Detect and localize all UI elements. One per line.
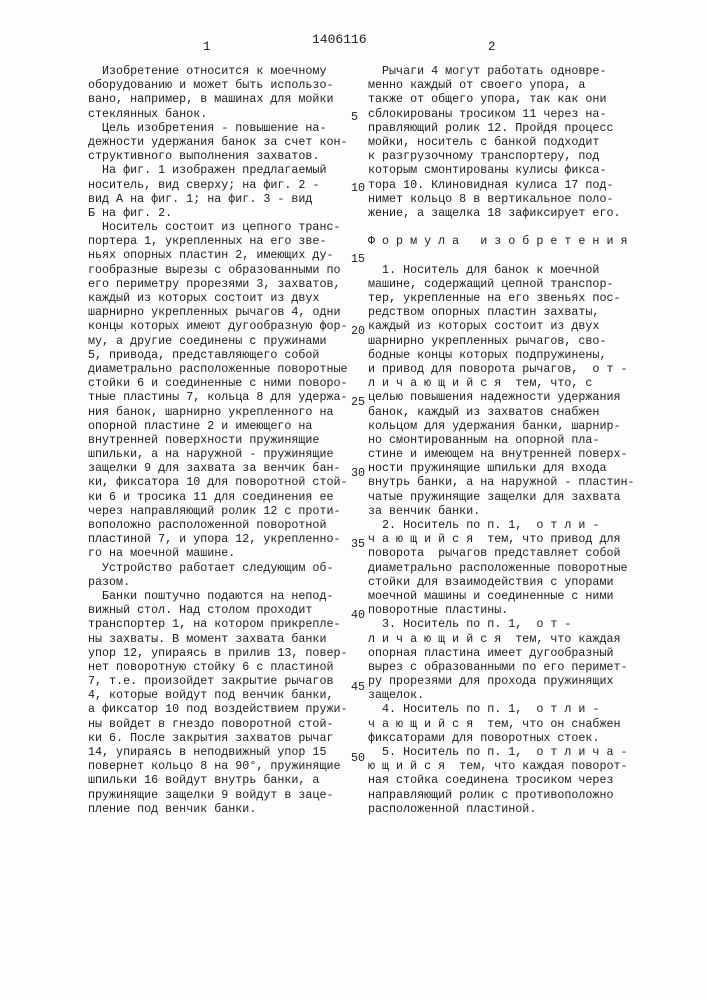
left-text-line: ки, фиксатора 10 для поворотной стой- bbox=[88, 475, 348, 489]
right-text-line: которым смонтированы кулисы фикса- bbox=[368, 163, 635, 177]
right-text-line: чатые пружинящие защелки для захвата bbox=[368, 490, 635, 504]
right-text-line: Рычаги 4 могут работать одновре- bbox=[368, 64, 635, 78]
right-text-line: направляющий ролик с противоположно bbox=[368, 788, 635, 802]
line-number-marker: 10 bbox=[351, 181, 365, 195]
right-text-line: но смонтированным на опорной пла- bbox=[368, 433, 635, 447]
right-text-line: фиксаторами для поворотных стоек. bbox=[368, 731, 635, 745]
left-text-line: 14, упираясь в неподвижный упор 15 bbox=[88, 745, 348, 759]
right-text-line: 4. Носитель по п. 1, о т л и - bbox=[368, 702, 635, 716]
line-number-marker: 20 bbox=[351, 324, 365, 338]
right-text-line: к разгрузочному транспортеру, под bbox=[368, 149, 635, 163]
line-number-marker: 25 bbox=[351, 395, 365, 409]
left-text-line: шпильки 16 войдут внутрь банки, а bbox=[88, 773, 348, 787]
right-text-line: 3. Носитель по п. 1, о т - bbox=[368, 617, 635, 631]
left-text-line: пружинящие защелки 9 войдут в заце- bbox=[88, 788, 348, 802]
right-text-line: поворотные пластины. bbox=[368, 603, 635, 617]
right-text-line: бодные концы которых подпружинены, bbox=[368, 348, 635, 362]
right-text-line: стине и имеющем на внутренней поверх- bbox=[368, 447, 635, 461]
left-text-line: Б на фиг. 2. bbox=[88, 206, 348, 220]
right-text-line: внутрь банки, а на наружной - пластин- bbox=[368, 475, 635, 489]
right-text-line: л и ч а ю щ и й с я тем, что каждая bbox=[368, 632, 635, 646]
right-text-line: за венчик банки. bbox=[368, 504, 635, 518]
right-text-line: защелок. bbox=[368, 688, 635, 702]
left-text-line: Устройство работает следующим об- bbox=[88, 561, 348, 575]
right-text-line: также от общего упора, так как они bbox=[368, 92, 635, 106]
left-text-line: му, а другие соединены с пружинами bbox=[88, 334, 348, 348]
left-text-line: ния банок, шарнирно укрепленного на bbox=[88, 405, 348, 419]
right-text-line: тора 10. Клиновидная кулиса 17 под- bbox=[368, 178, 635, 192]
left-text-line: Изобретение относится к моечному bbox=[88, 64, 348, 78]
left-text-line: разом. bbox=[88, 575, 348, 589]
left-text-line: ньях опорных пластин 2, имеющих ду- bbox=[88, 248, 348, 262]
left-text-line: пление под венчик банки. bbox=[88, 802, 348, 816]
right-text-line: расположенной пластиной. bbox=[368, 802, 635, 816]
left-text-line: 4, которые войдут под венчик банки, bbox=[88, 688, 348, 702]
right-text-line: шарнирно укрепленных рычагов, сво- bbox=[368, 334, 635, 348]
left-text-line: внутренней поверхности пружинящие bbox=[88, 433, 348, 447]
line-number-marker: 45 bbox=[351, 680, 365, 694]
right-text-line: поворота рычагов представляет собой bbox=[368, 546, 635, 560]
right-text-line: мойки, носитель с банкой подходит bbox=[368, 135, 635, 149]
right-text-line: ная стойка соединена тросиком через bbox=[368, 773, 635, 787]
right-column-text bbox=[368, 64, 635, 816]
right-text-line: менно каждый от своего упора, а bbox=[368, 78, 635, 92]
right-text-line: ру прорезями для прохода пружинящих bbox=[368, 674, 635, 688]
left-text-line: повернет кольцо 8 на 90°, пружинящие bbox=[88, 759, 348, 773]
left-text-line: пластиной 7, и упора 12, укрепленно- bbox=[88, 532, 348, 546]
right-text-line: ю щ и й с я тем, что каждая поворот- bbox=[368, 759, 635, 773]
left-text-line: воположно расположенной поворотной bbox=[88, 518, 348, 532]
right-text-line: жение, а защелка 18 зафиксирует его. bbox=[368, 206, 635, 220]
right-text-line bbox=[368, 248, 635, 262]
right-text-line: целью повышения надежности удержания bbox=[368, 390, 635, 404]
line-number-marker: 5 bbox=[351, 110, 358, 124]
left-text-line: через направляющий ролик 12 с проти- bbox=[88, 504, 348, 518]
right-text-line: ч а ю щ и й с я тем, что привод для bbox=[368, 532, 635, 546]
left-text-line: шпильки, а на наружной - пружинящие bbox=[88, 447, 348, 461]
left-text-line: вид А на фиг. 1; на фиг. 3 - вид bbox=[88, 192, 348, 206]
left-text-line: транспортер 1, на котором прикрепле- bbox=[88, 617, 348, 631]
left-text-line: дежности удержания банок за счет кон- bbox=[88, 135, 348, 149]
left-text-line: го на моечной машине. bbox=[88, 546, 348, 560]
right-text-line: 1. Носитель для банок к моечной bbox=[368, 263, 635, 277]
right-text-line: ч а ю щ и й с я тем, что он снабжен bbox=[368, 717, 635, 731]
column-number-left: 1 bbox=[203, 40, 211, 54]
left-text-line: шарнирно укрепленных рычагов 4, одни bbox=[88, 305, 348, 319]
left-text-line: ны войдет в гнездо поворотной стой- bbox=[88, 717, 348, 731]
right-text-line: тер, укрепленные на его звеньях пос- bbox=[368, 291, 635, 305]
left-text-line: каждый из которых состоит из двух bbox=[88, 291, 348, 305]
right-text-line: л и ч а ю щ и й с я тем, что, с bbox=[368, 376, 635, 390]
left-text-line: ки 6 и тросика 11 для соединения ее bbox=[88, 490, 348, 504]
left-text-line: 5, привода, представляющего собой bbox=[88, 348, 348, 362]
left-text-line: ны захваты. В момент захвата банки bbox=[88, 632, 348, 646]
right-text-line: и привод для поворота рычагов, о т - bbox=[368, 362, 635, 376]
left-text-line: 7, т.е. произойдет закрытие рычагов bbox=[88, 674, 348, 688]
left-text-line: вижный стол. Над столом проходит bbox=[88, 603, 348, 617]
left-text-line: ки 6. После закрытия захватов рычаг bbox=[88, 731, 348, 745]
section-heading: Ф о р м у л а и з о б р е т е н и я bbox=[368, 234, 635, 248]
right-text-line: вырез с образованными по его перимет- bbox=[368, 660, 635, 674]
right-text-line: нимет кольцо 8 в вертикальное поло- bbox=[368, 192, 635, 206]
left-text-line: упор 12, упираясь в прилив 13, повер- bbox=[88, 646, 348, 660]
left-text-line: стеклянных банок. bbox=[88, 107, 348, 121]
right-text-line: диаметрально расположенные поворотные bbox=[368, 561, 635, 575]
right-text-line: 2. Носитель по п. 1, о т л и - bbox=[368, 518, 635, 532]
left-text-line: носитель, вид сверху; на фиг. 2 - bbox=[88, 178, 348, 192]
left-text-line: опорной пластине 2 и имеющего на bbox=[88, 419, 348, 433]
left-text-line: его периметру прорезями 3, захватов, bbox=[88, 277, 348, 291]
left-text-line: Носитель состоит из цепного транс- bbox=[88, 220, 348, 234]
left-text-line: концы которых имеют дугообразную фор- bbox=[88, 319, 348, 333]
left-text-line: портера 1, укрепленных на его зве- bbox=[88, 234, 348, 248]
left-text-line: а фиксатор 10 под воздействием пружи- bbox=[88, 702, 348, 716]
right-text-line: сблокированы тросиком 11 через на- bbox=[368, 107, 635, 121]
line-number-marker: 15 bbox=[351, 252, 365, 266]
right-text-line: ности пружинящие шпильки для входа bbox=[368, 461, 635, 475]
left-text-line: нет поворотную стойку 6 с пластиной bbox=[88, 660, 348, 674]
left-text-line: структивного выполнения захватов. bbox=[88, 149, 348, 163]
left-text-line: оборудованию и может быть использо- bbox=[88, 78, 348, 92]
right-text-line: 5. Носитель по п. 1, о т л и ч а - bbox=[368, 745, 635, 759]
right-text-line: правляющий ролик 12. Пройдя процесс bbox=[368, 121, 635, 135]
right-text-line: редством опорных пластин захваты, bbox=[368, 305, 635, 319]
left-text-line: гообразные вырезы с образованными по bbox=[88, 263, 348, 277]
right-text-line: опорная пластина имеет дугообразный bbox=[368, 646, 635, 660]
column-number-right: 2 bbox=[488, 40, 496, 54]
patent-number: 1406116 bbox=[312, 32, 367, 47]
left-text-line: На фиг. 1 изображен предлагаемый bbox=[88, 163, 348, 177]
line-number-marker: 40 bbox=[351, 608, 365, 622]
right-text-line: кольцом для удержания банки, шарнир- bbox=[368, 419, 635, 433]
left-text-line: вано, например, в машинах для мойки bbox=[88, 92, 348, 106]
left-text-line: защелки 9 для захвата за венчик бан- bbox=[88, 461, 348, 475]
right-text-line: машине, содержащий цепной транспор- bbox=[368, 277, 635, 291]
left-text-line: тные пластины 7, кольца 8 для удержа- bbox=[88, 390, 348, 404]
right-text-line bbox=[368, 220, 635, 234]
left-column-text bbox=[88, 64, 348, 816]
line-number-marker: 30 bbox=[351, 466, 365, 480]
line-number-marker: 35 bbox=[351, 537, 365, 551]
left-text-line: стойки 6 и соединенные с ними поворо- bbox=[88, 376, 348, 390]
right-text-line: стойки для взаимодействия с упорами bbox=[368, 575, 635, 589]
left-text-line: Цель изобретения - повышение на- bbox=[88, 121, 348, 135]
right-text-line: каждый из которых состоит из двух bbox=[368, 319, 635, 333]
left-text-line: диаметрально расположенные поворотные bbox=[88, 362, 348, 376]
line-number-marker: 50 bbox=[351, 751, 365, 765]
right-text-line: моечной машины и соединенные с ними bbox=[368, 589, 635, 603]
left-text-line: Банки поштучно подаются на непод- bbox=[88, 589, 348, 603]
right-text-line: банок, каждый из захватов снабжен bbox=[368, 405, 635, 419]
